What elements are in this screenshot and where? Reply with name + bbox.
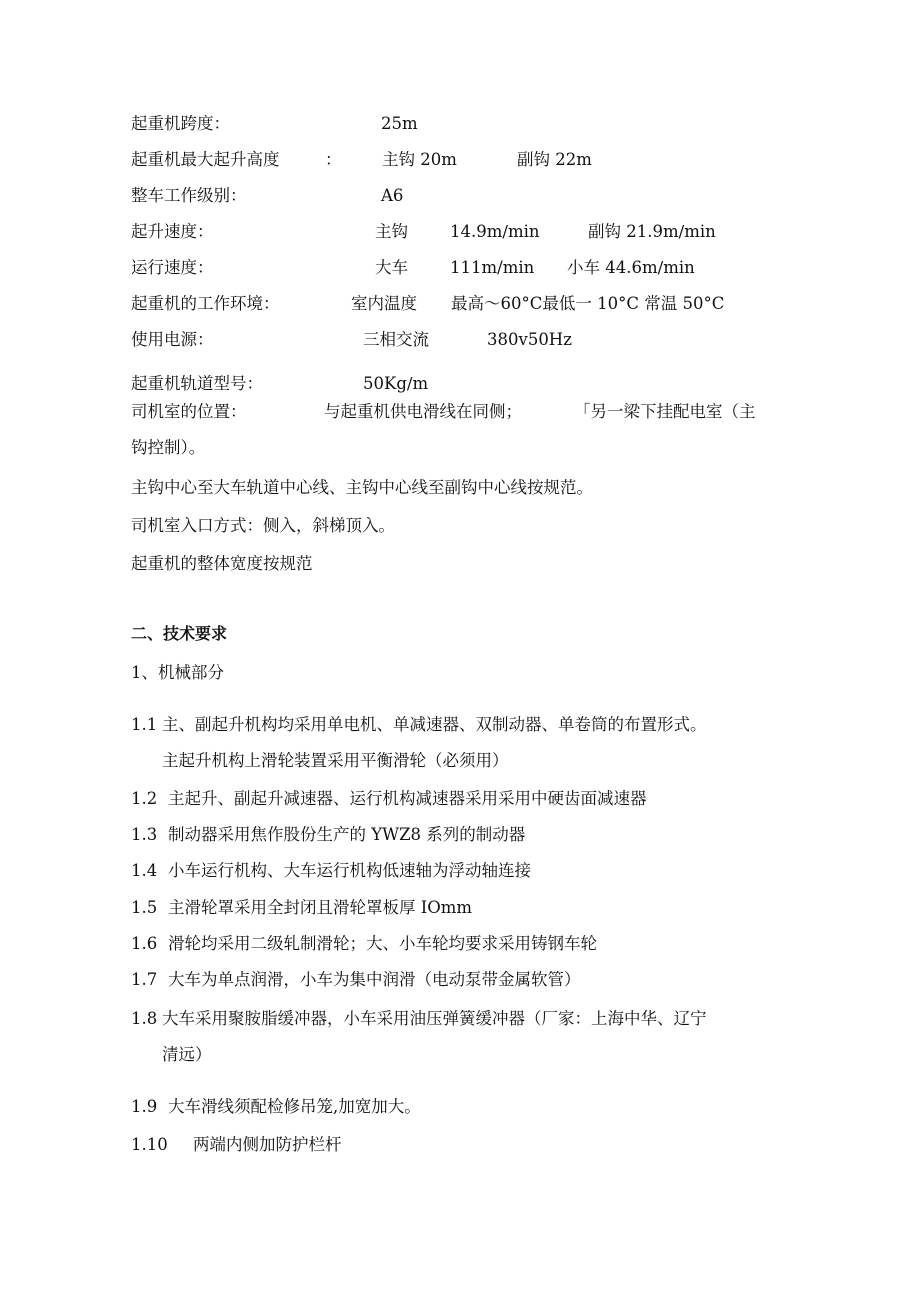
lift-height-label: 起重机最大起升高度: [131, 150, 280, 169]
span-value: 25m: [381, 114, 418, 133]
environment-value: 最高～60°C最低一 10°C 常温 50°C: [451, 294, 725, 313]
item-number: 1.5: [131, 898, 158, 917]
cab-entry-text: 司机室入口方式：侧入，斜梯顶入。: [131, 516, 395, 535]
lift-speed-main-label: 主钩: [375, 222, 408, 241]
item-text: 主滑轮罩采用全封闭且滑轮罩板厚 IOmm: [168, 898, 473, 917]
item-text: 大车滑线须配检修吊笼,加宽加大。: [168, 1097, 421, 1116]
item-text: 滑轮均采用二级轧制滑轮；大、小车轮均要求采用铸钢车轮: [168, 934, 597, 953]
item-text: 主、副起升机构均采用单电机、单减速器、双制动器、单卷筒的布置形式。: [162, 715, 707, 734]
item-number: 1.3: [131, 825, 158, 844]
lift-height-aux: 副钩 22m: [517, 150, 592, 169]
lift-speed-aux: 副钩 21.9m∕min: [588, 222, 716, 241]
cab-position-label: 司机室的位置：: [131, 402, 247, 421]
item-number: 1.4: [131, 861, 158, 880]
hook-center-text: 主钩中心至大车轨道中心线、主钩中心线至副钩中心线按规范。: [131, 478, 593, 497]
item-text-continued: 清远）: [162, 1045, 212, 1064]
environment-label: 起重机的工作环境：: [131, 294, 280, 313]
overall-width-text: 起重机的整体宽度按规范: [131, 554, 313, 573]
lift-speed-main-value: 14.9m∕min: [450, 222, 540, 241]
item-text: 大车为单点润滑，小车为集中润滑（电动泵带金属软管）: [168, 970, 581, 989]
travel-speed-label: 运行速度：: [131, 258, 214, 277]
item-text-continued: 主起升机构上滑轮装置采用平衡滑轮（必须用）: [162, 751, 509, 770]
item-number: 1.10: [131, 1135, 168, 1154]
item-text: 制动器采用焦作股份生产的 YWZ8 系列的制动器: [168, 825, 526, 844]
lift-height-main: 主钩 20m: [382, 150, 457, 169]
item-number: 1.9: [131, 1097, 158, 1116]
item-text: 大车采用聚胺脂缓冲器，小车采用油压弹簧缓冲器（厂家：上海中华、辽宁: [162, 1009, 707, 1028]
cab-position-cont: 钩控制）。: [131, 438, 206, 457]
item-text: 小车运行机构、大车运行机构低速轴为浮动轴连接: [168, 861, 531, 880]
rail-label: 起重机轨道型号：: [131, 374, 263, 393]
item-number: 1.8: [131, 1009, 158, 1028]
item-number: 1.2: [131, 789, 158, 808]
item-number: 1.1: [131, 715, 158, 734]
section-subheading: 1、机械部分: [131, 663, 224, 682]
power-type: 三相交流: [363, 330, 429, 349]
item-number: 1.7: [131, 970, 158, 989]
travel-speed-big-value: 111m/min: [450, 258, 535, 277]
lift-speed-label: 起升速度：: [131, 222, 214, 241]
power-label: 使用电源：: [131, 330, 214, 349]
rail-value: 50Kg∕m: [363, 374, 429, 393]
item-text: 主起升、副起升减速器、运行机构减速器采用采用中硬齿面减速器: [168, 789, 647, 808]
lift-height-colon: ：: [325, 150, 342, 169]
power-value: 380v50Hz: [487, 330, 572, 349]
work-class-value: A6: [381, 186, 404, 205]
section-heading: 二、技术要求: [131, 624, 228, 643]
cab-position-value: 与起重机供电滑线在同侧；: [324, 402, 522, 421]
work-class-label: 整车工作级别：: [131, 186, 247, 205]
environment-indoor: 室内温度: [351, 294, 417, 313]
travel-speed-big-label: 大车: [375, 258, 408, 277]
travel-speed-small: 小车 44.6m∕min: [567, 258, 695, 277]
item-text: 两端内侧加防护栏杆: [193, 1135, 342, 1154]
item-number: 1.6: [131, 934, 158, 953]
cab-position-extra: 「另一梁下挂配电室（主: [574, 402, 756, 421]
span-label: 起重机跨度：: [131, 114, 230, 133]
